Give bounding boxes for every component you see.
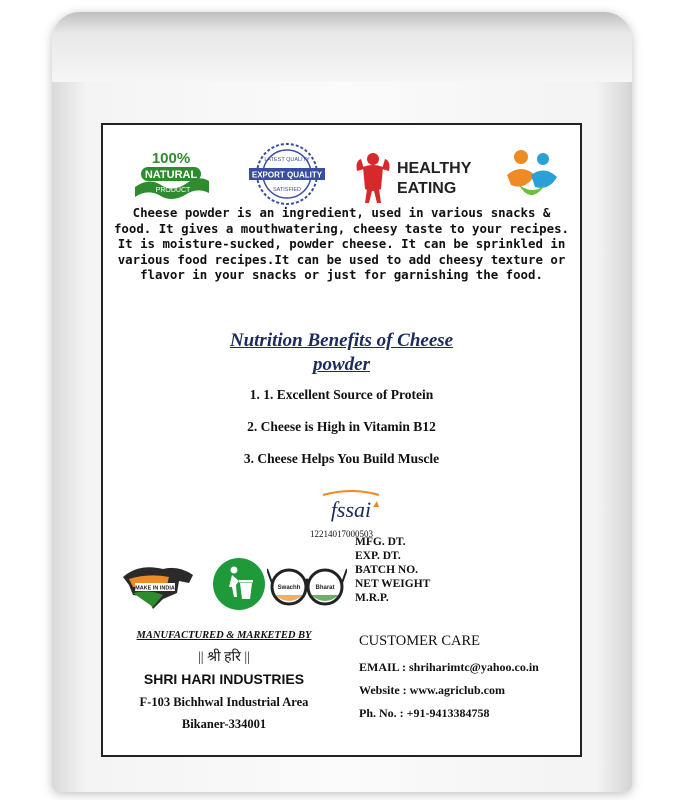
nutrition-title-line1: Nutrition Benefits of Cheese (229, 330, 454, 351)
hindi-brand-name: || श्री हरि || (197, 650, 251, 665)
logo-row (103, 139, 580, 209)
family-health-icon (501, 145, 561, 205)
swachh-right-text: Bharat (315, 585, 335, 591)
swachh-left-text: Swachh (277, 585, 301, 591)
batch-fields (355, 535, 430, 605)
net-weight-label: NET WEIGHT (355, 578, 431, 590)
batch-no-label: BATCH NO. (355, 564, 419, 576)
make-in-india-icon (119, 559, 199, 613)
exp-date-label: EXP. DT. (355, 550, 401, 562)
nutrition-benefits-title (103, 329, 580, 377)
natural-product-badge (131, 147, 211, 205)
mfg-date-label: MFG. DT. (355, 536, 406, 548)
address-line2: Bikaner-334001 (181, 717, 267, 731)
natural-percent: 100% (151, 150, 191, 167)
nutrition-title-line2: powder (313, 354, 370, 375)
customer-care-phone: Ph. No. : +91-9413384758 (359, 706, 490, 720)
fssai-logo (317, 487, 387, 527)
list-item: 3. Cheese Helps You Build Muscle (243, 451, 440, 466)
natural-word: NATURAL (144, 169, 198, 181)
export-bottom-text: SATISFIED (272, 187, 302, 193)
list-item: 1. 1. Excellent Source of Protein (249, 387, 434, 402)
export-top-text: LATEST QUALITY (264, 157, 310, 163)
list-item: 2. Cheese is High in Vitamin B12 (247, 419, 436, 434)
eating-word: EATING (397, 180, 457, 197)
company-name: SHRI HARI INDUSTRIES (143, 671, 305, 687)
certification-icons (119, 557, 349, 617)
swachh-bharat-icon (267, 559, 347, 609)
manufacturer-heading: MANUFACTURED & MARKETED BY (136, 630, 312, 641)
mrp-label: M.R.P. (355, 592, 389, 604)
fssai-text: fssai (330, 497, 372, 522)
benefits-list (103, 387, 580, 483)
natural-product-word: PRODUCT (155, 187, 191, 194)
strong-arm-icon (357, 153, 390, 203)
product-description: Cheese powder is an ingredient, used in various snacks & food. It gives a mouthwatering, cheesy taste to your recipes. It is moisture-sucked, powder cheese. It can be sprinkled in various food recipes.It can be used to add cheesy texture or flavor in your snacks or just for garnishing the food. (113, 205, 570, 283)
address-line1: F-103 Bichhwal Industrial Area (139, 695, 309, 709)
pouch-seal (52, 12, 632, 82)
healthy-word: HEALTHY (397, 160, 472, 177)
customer-care-email: EMAIL : shriharimtc@yahoo.co.in (359, 660, 539, 674)
dispose-bin-icon (212, 557, 266, 611)
export-mid-text: EXPORT QUALITY (251, 170, 323, 180)
fssai-license-number: 12214017000503 (310, 529, 373, 539)
label-panel (101, 123, 582, 757)
healthy-eating-logo (355, 149, 485, 205)
customer-care-heading: CUSTOMER CARE (359, 633, 480, 649)
customer-care-website: Website : www.agriclub.com (359, 683, 505, 697)
make-in-india-text: MAKE IN INDIA (135, 585, 175, 592)
export-quality-badge (246, 141, 328, 207)
